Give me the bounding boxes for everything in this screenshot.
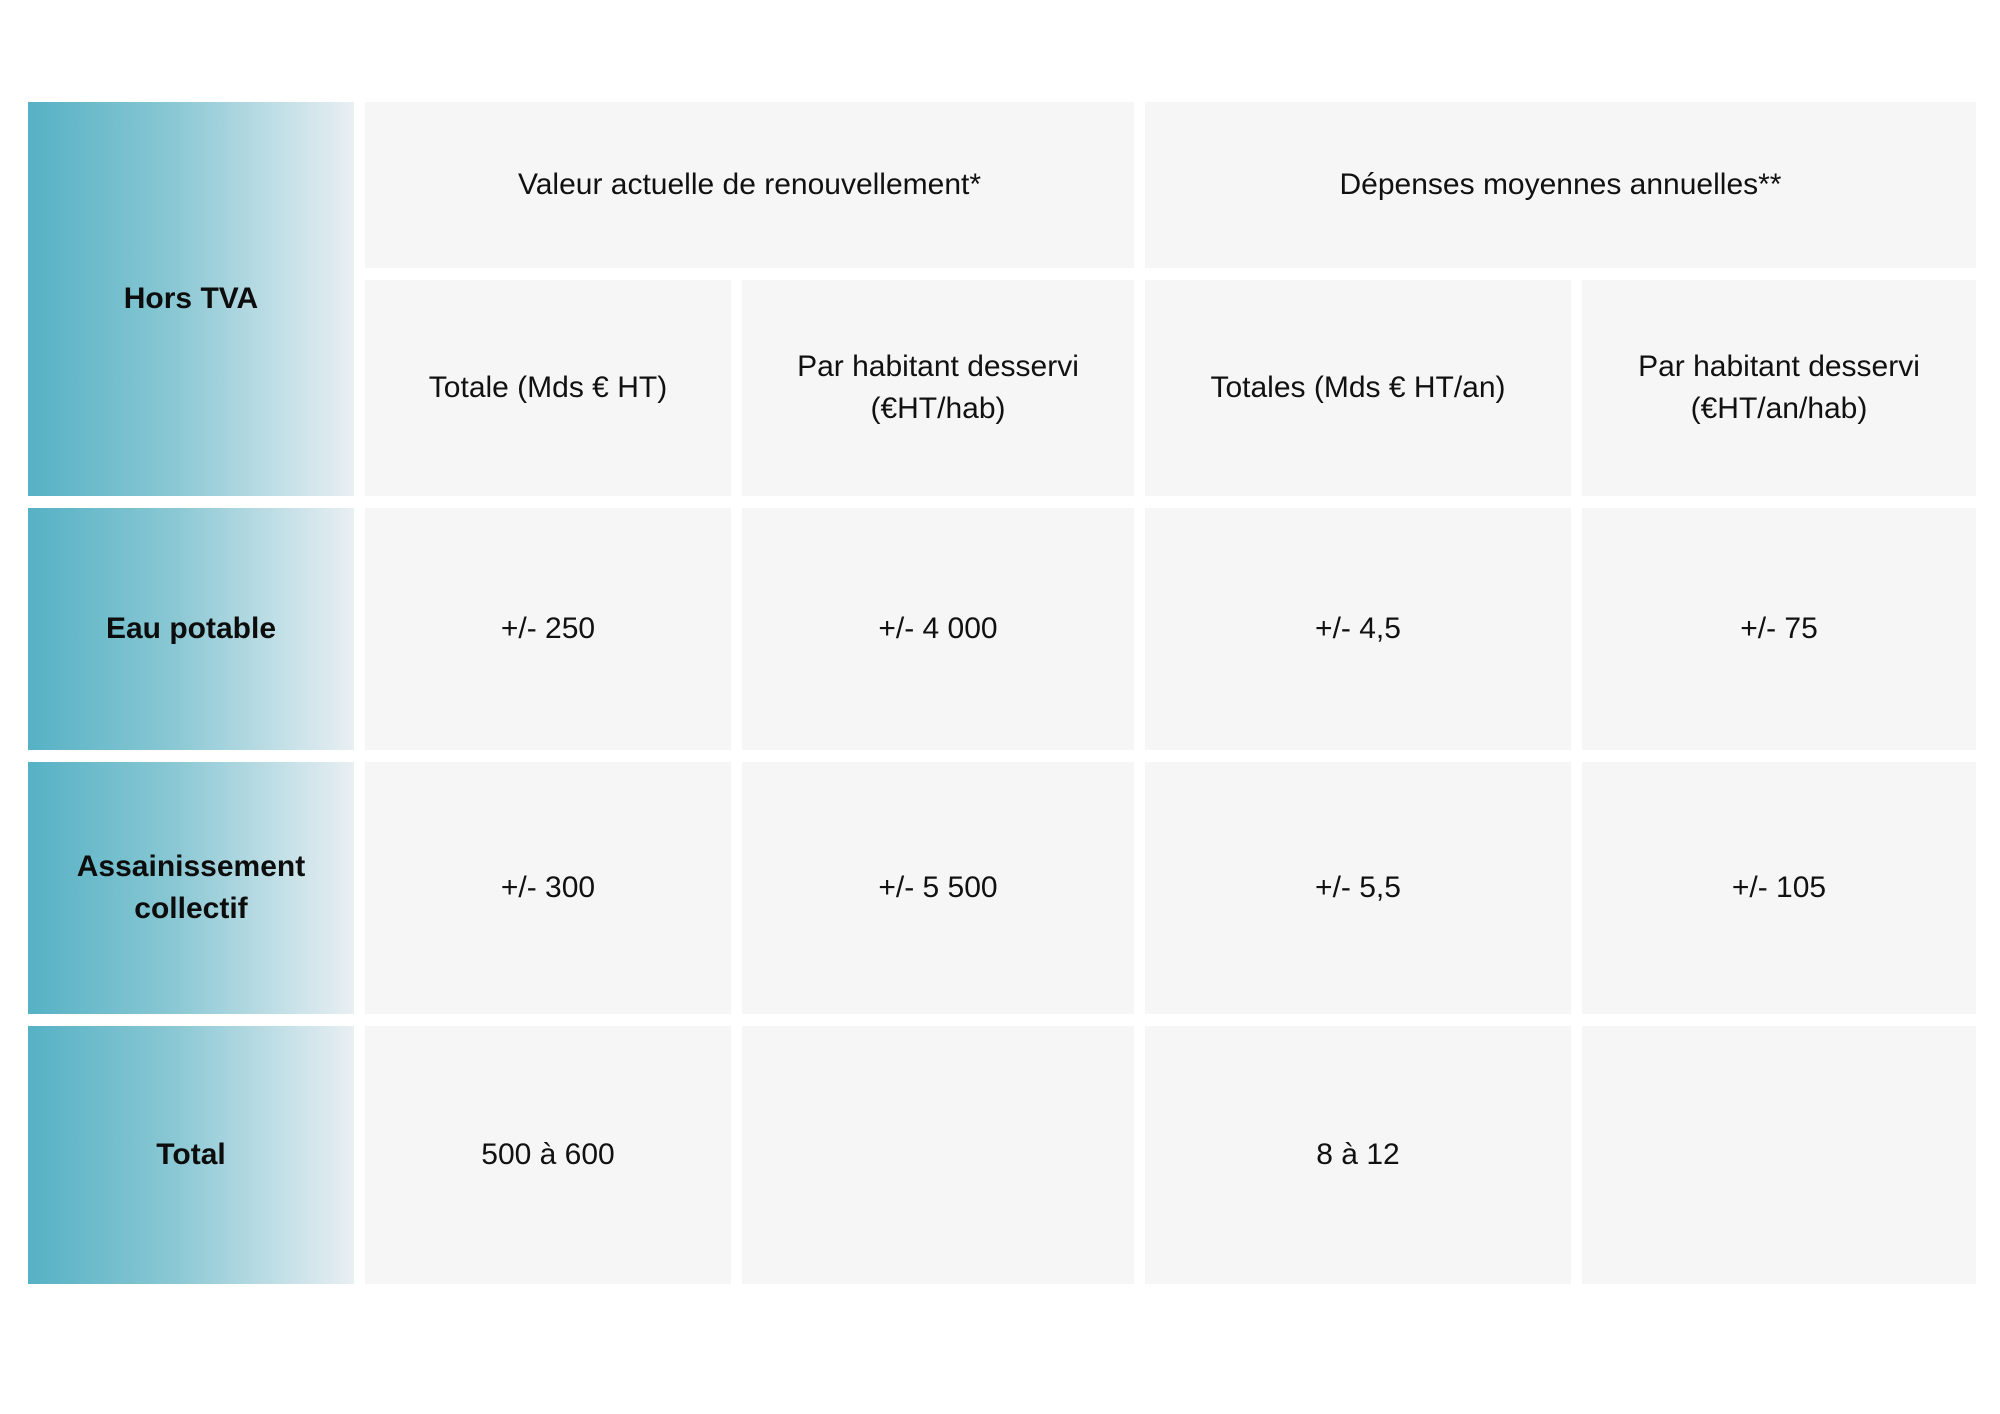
row-header-label: Total	[156, 1138, 226, 1171]
corner-header	[28, 102, 354, 496]
cell-value: 8 à 12	[1316, 1138, 1400, 1171]
column-header-total	[365, 280, 731, 496]
corner-header-label: Hors TVA	[123, 282, 259, 315]
group-header-label: Dépenses moyennes annuelles**	[1339, 168, 1782, 201]
column-header-label: Totale (Mds € HT)	[428, 371, 668, 404]
table-cell	[1582, 508, 1976, 750]
cost-table	[28, 102, 1980, 1284]
table-cell	[742, 508, 1134, 750]
row-header-label: Eau potable	[105, 612, 277, 645]
column-header-label: Par habitant desservi (€HT/hab)	[797, 350, 1079, 425]
cell-value: +/- 75	[1740, 612, 1818, 645]
row-header-drinking-water	[28, 508, 354, 750]
table-cell	[1145, 1026, 1571, 1284]
cell-value: +/- 250	[500, 612, 596, 645]
table-cell	[1145, 762, 1571, 1014]
group-header-annual-spending	[1145, 102, 1976, 268]
table-cell	[1582, 762, 1976, 1014]
table-cell-empty	[742, 1026, 1134, 1284]
table-cell	[365, 508, 731, 750]
cell-value: +/- 5,5	[1315, 871, 1401, 904]
table-cell	[365, 1026, 731, 1284]
table-cell	[742, 762, 1134, 1014]
row-header-label: Assainissement collectif	[76, 850, 306, 925]
group-header-renewal-value	[365, 102, 1134, 268]
column-header-annual-total	[1145, 280, 1571, 496]
column-header-annual-per-inhabitant	[1582, 280, 1976, 496]
column-header-label: Totales (Mds € HT/an)	[1210, 371, 1506, 404]
cell-value: +/- 5 500	[878, 871, 998, 904]
row-header-sanitation	[28, 762, 354, 1014]
table-cell-empty	[1582, 1026, 1976, 1284]
cell-value: +/- 300	[500, 871, 596, 904]
cell-value: +/- 4,5	[1315, 612, 1401, 645]
group-header-label: Valeur actuelle de renouvellement*	[517, 168, 982, 201]
column-header-label: Par habitant desservi (€HT/an/hab)	[1638, 350, 1920, 425]
cell-value: 500 à 600	[481, 1138, 615, 1171]
column-header-per-inhabitant	[742, 280, 1134, 496]
table-cell	[365, 762, 731, 1014]
row-header-total	[28, 1026, 354, 1284]
table-cell	[1145, 508, 1571, 750]
cell-value: +/- 4 000	[878, 612, 998, 645]
cell-value: +/- 105	[1731, 871, 1827, 904]
